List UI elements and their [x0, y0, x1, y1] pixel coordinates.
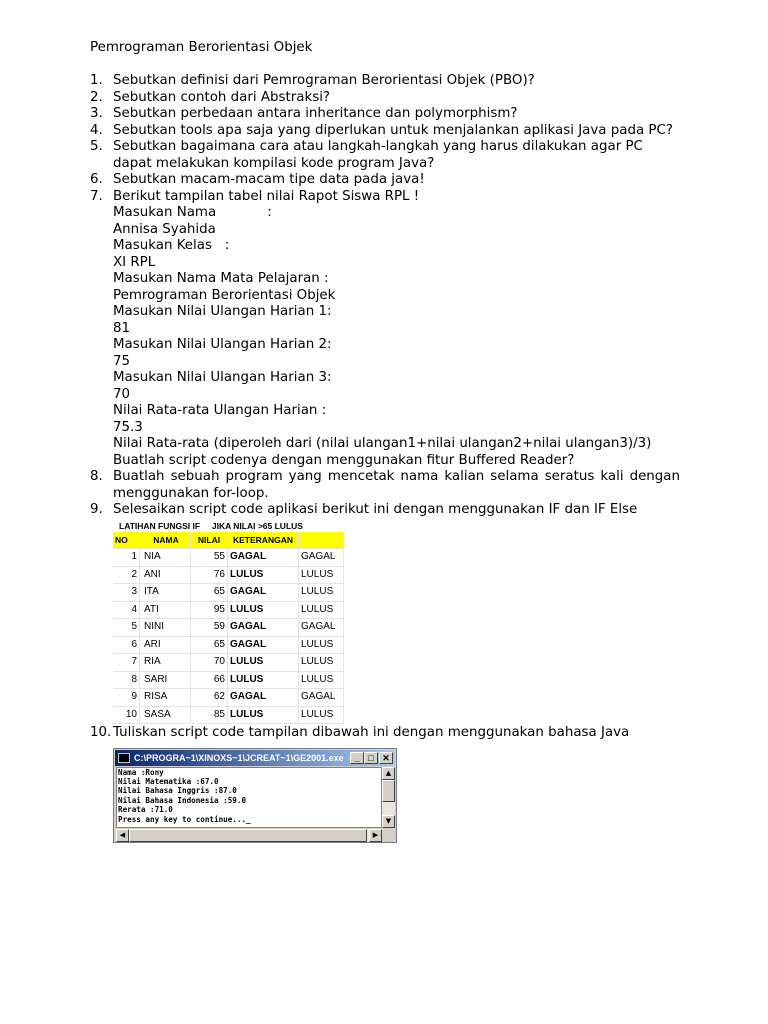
- question-5: [90, 139, 680, 172]
- console-app-icon: [118, 753, 130, 763]
- table-row: [113, 706, 344, 724]
- scroll-right-icon[interactable]: ▶: [369, 829, 382, 842]
- table-row: [113, 549, 344, 567]
- cell-keterangan: GAGAL: [228, 689, 299, 707]
- cell-result: LULUS: [299, 584, 344, 602]
- question-number: 2.: [90, 89, 103, 105]
- cell-nilai: 66: [191, 671, 228, 689]
- form-line: Masukan Nilai Ulangan Harian 2:: [113, 337, 332, 352]
- console-line: Press any key to continue..._: [118, 814, 251, 824]
- form-line: Nilai Rata-rata Ulangan Harian :: [113, 403, 327, 418]
- question-8: [90, 469, 680, 502]
- cell-result: GAGAL: [299, 549, 344, 567]
- form-line: Annisa Syahida: [113, 221, 216, 237]
- form-line: Masukan Nilai Ulangan Harian 1:: [113, 304, 332, 319]
- table-row: [113, 601, 344, 619]
- resize-corner: [382, 829, 395, 842]
- question-text: Sebutkan definisi dari Pemrograman Berorientasi Objek (PBO)?: [113, 73, 535, 88]
- document-title: Pemrograman Berorientasi Objek: [90, 40, 313, 55]
- cell-no: 4: [113, 601, 140, 619]
- cell-nama: ITA: [140, 584, 191, 602]
- report-form-lines: [113, 205, 680, 469]
- question-3: [90, 106, 680, 123]
- spreadsheet-image: [113, 521, 353, 725]
- question-9: [90, 502, 680, 724]
- scroll-thumb[interactable]: [129, 829, 367, 842]
- cell-no: 8: [113, 671, 140, 689]
- question-text: Buatlah sebuah program yang mencetak nama kalian selama seratus kali dengan menggunakan for-loop.: [113, 469, 680, 501]
- question-number: 3.: [90, 106, 103, 121]
- cell-nilai: 62: [191, 689, 228, 707]
- question-10: [90, 725, 680, 843]
- question-number: 9.: [90, 502, 103, 517]
- cell-nilai: 85: [191, 706, 228, 724]
- question-number: 5.: [90, 139, 103, 154]
- console-line: Nilai Bahasa Indonesia :59.0: [118, 795, 247, 805]
- close-icon[interactable]: ✕: [379, 752, 393, 764]
- question-number: 4.: [90, 122, 103, 138]
- cell-nilai: 95: [191, 601, 228, 619]
- table-row: [113, 584, 344, 602]
- cell-no: 7: [113, 654, 140, 672]
- cell-nama: RISA: [140, 689, 191, 707]
- vertical-scrollbar[interactable]: [382, 767, 395, 828]
- cell-nama: NINI: [140, 619, 191, 637]
- question-text: Sebutkan bagaimana cara atau langkah-langkah yang harus dilakukan agar PC dapat melakukan kompilasi kode program Java?: [113, 139, 643, 171]
- cell-nilai: 65: [191, 584, 228, 602]
- column-header: KETERANGAN: [228, 532, 299, 549]
- cell-result: LULUS: [299, 654, 344, 672]
- cell-nama: ATI: [140, 601, 191, 619]
- cell-nama: ARI: [140, 636, 191, 654]
- question-text: Sebutkan contoh dari Abstraksi?: [113, 89, 331, 105]
- cell-no: 2: [113, 566, 140, 584]
- cell-no: 9: [113, 689, 140, 707]
- grade-table: [113, 532, 344, 725]
- question-number: 10.: [90, 725, 112, 740]
- cell-no: 1: [113, 549, 140, 567]
- cell-no: 5: [113, 619, 140, 637]
- form-line: 81: [113, 320, 131, 336]
- question-number: 7.: [90, 188, 103, 204]
- console-titlebar[interactable]: [115, 750, 395, 766]
- cell-no: 3: [113, 584, 140, 602]
- question-text: Sebutkan perbedaan antara inheritance dan polymorphism?: [113, 106, 518, 121]
- cell-nama: SARI: [140, 671, 191, 689]
- cell-keterangan: LULUS: [228, 654, 299, 672]
- form-line: Masukan Nilai Ulangan Harian 3:: [113, 370, 332, 385]
- cell-no: 6: [113, 636, 140, 654]
- cell-nama: NIA: [140, 549, 191, 567]
- cell-result: LULUS: [299, 706, 344, 724]
- question-7: [90, 189, 680, 470]
- cell-result: GAGAL: [299, 619, 344, 637]
- cell-keterangan: GAGAL: [228, 549, 299, 567]
- cell-keterangan: LULUS: [228, 671, 299, 689]
- minimize-icon[interactable]: _: [350, 752, 364, 764]
- cell-nilai: 55: [191, 549, 228, 567]
- question-number: 1.: [90, 73, 103, 88]
- cell-result: LULUS: [299, 601, 344, 619]
- cell-keterangan: GAGAL: [228, 619, 299, 637]
- table-row: [113, 619, 344, 637]
- form-line: XI RPL: [113, 254, 156, 270]
- question-list: [90, 73, 680, 843]
- table-row: [113, 654, 344, 672]
- cell-keterangan: LULUS: [228, 706, 299, 724]
- console-line: Nilai Matematika :67.0: [118, 776, 219, 786]
- cell-nama: SASA: [140, 706, 191, 724]
- cell-result: LULUS: [299, 636, 344, 654]
- console-line: Nama :Rony: [118, 767, 164, 777]
- question-6: [90, 172, 680, 189]
- question-number: 6.: [90, 172, 103, 187]
- cell-nama: RIA: [140, 654, 191, 672]
- question-text: Sebutkan tools apa saja yang diperlukan untuk menjalankan aplikasi Java pada PC?: [113, 122, 673, 138]
- scroll-thumb[interactable]: [382, 780, 395, 802]
- form-line: Masukan Nama :: [113, 205, 272, 220]
- question-1: [90, 73, 680, 90]
- column-header: NAMA: [140, 532, 191, 549]
- cell-keterangan: LULUS: [228, 601, 299, 619]
- form-line: Masukan Nama Mata Pelajaran :: [113, 271, 329, 286]
- cell-nilai: 65: [191, 636, 228, 654]
- spreadsheet-title: LATIHAN FUNGSI IF JIKA NILAI >65 LULUS: [119, 520, 303, 531]
- console-output: [116, 767, 382, 828]
- scroll-up-icon[interactable]: ▲: [382, 767, 395, 780]
- cell-result: LULUS: [299, 566, 344, 584]
- horizontal-scrollbar[interactable]: [116, 829, 382, 842]
- cell-nilai: 70: [191, 654, 228, 672]
- question-4: [90, 123, 680, 140]
- cell-result: GAGAL: [299, 689, 344, 707]
- column-header: NO: [113, 532, 140, 549]
- question-number: 8.: [90, 469, 103, 484]
- cell-no: 10: [113, 706, 140, 724]
- cell-keterangan: LULUS: [228, 566, 299, 584]
- table-row: [113, 671, 344, 689]
- table-row: [113, 636, 344, 654]
- column-header: NILAI: [191, 532, 228, 549]
- cell-nama: ANI: [140, 566, 191, 584]
- console-title: C:\PROGRA~1\XINOXS~1\JCREAT~1\GE2001.exe: [134, 752, 344, 763]
- question-text: Sebutkan macam-macam tipe data pada java!: [113, 172, 425, 187]
- question-text: Selesaikan script code aplikasi berikut ini dengan menggunakan IF dan IF Else: [113, 502, 638, 517]
- cell-nilai: 76: [191, 566, 228, 584]
- console-line: Rerata :71.0: [118, 805, 173, 815]
- question-text: Tuliskan script code tampilan dibawah ini dengan menggunakan bahasa Java: [113, 725, 630, 740]
- cell-keterangan: GAGAL: [228, 636, 299, 654]
- form-line: 70: [113, 386, 131, 402]
- question-2: [90, 90, 680, 107]
- scroll-down-icon[interactable]: ▼: [382, 815, 395, 828]
- form-line: Masukan Kelas :: [113, 238, 230, 253]
- table-row: [113, 566, 344, 584]
- scroll-left-icon[interactable]: ◀: [116, 829, 129, 842]
- form-line: Buatlah script codenya dengan menggunakan fitur Buffered Reader?: [113, 452, 575, 468]
- maximize-icon[interactable]: □: [364, 752, 378, 764]
- cell-nilai: 59: [191, 619, 228, 637]
- console-line: Nilai Bahasa Inggris :87.0: [118, 786, 237, 796]
- table-row: [113, 689, 344, 707]
- form-line: 75: [113, 353, 131, 369]
- column-header: [299, 532, 344, 549]
- table-header-row: [113, 532, 344, 549]
- form-line: 75.3: [113, 419, 143, 435]
- console-window: [113, 748, 397, 843]
- question-text: Berikut tampilan tabel nilai Rapot Siswa RPL !: [113, 188, 420, 204]
- cell-result: LULUS: [299, 671, 344, 689]
- cell-keterangan: GAGAL: [228, 584, 299, 602]
- form-line: Pemrograman Berorientasi Objek: [113, 287, 336, 303]
- form-line: Nilai Rata-rata (diperoleh dari (nilai ulangan1+nilai ulangan2+nilai ulangan3)/3): [113, 436, 652, 451]
